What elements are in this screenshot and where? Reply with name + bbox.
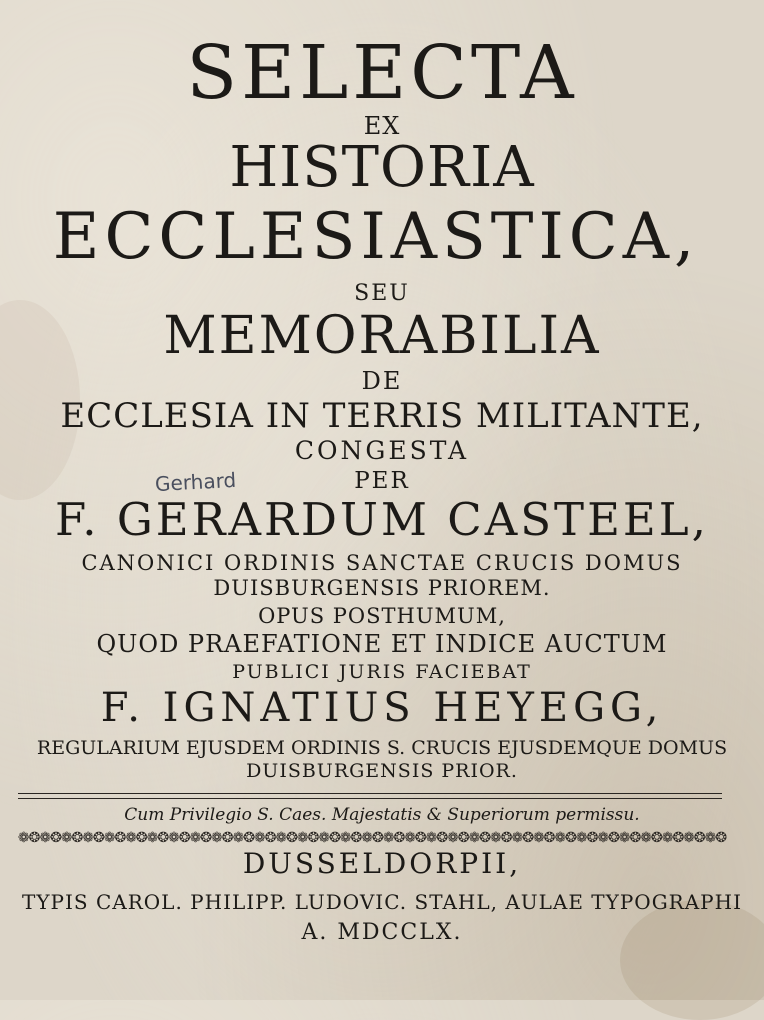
publici-line: PUBLICI JURIS FACIEBAT — [232, 661, 532, 683]
title-line-historia: HISTORIA — [229, 135, 535, 200]
title-line-ecclesiastica: ECCLESIASTICA, — [52, 200, 700, 274]
ornament-border: ❁❂❁❂❁❂❁❂❁❂❁❂❁❂❁❂❁❂❁❂❁❂❁❂❁❂❁❂❁❂❁❂❁❂❁❂❁❂❁❂❁❂❁❂❁❂❁❂❁❂❁❂❁❂❁❂❁❂❁❂❁❂❁❂❁❂ — [17, 830, 727, 846]
title-line-selecta: SELECTA — [186, 30, 578, 116]
editor-name: F. IGNATIUS HEYEGG, — [100, 685, 664, 731]
praefatione-line: QUOD PRAEFATIONE ET INDICE AUCTUM — [96, 630, 668, 658]
title-line-per: PER — [354, 468, 410, 494]
imprint-printer: TYPIS CAROL. PHILIPP. LUDOVIC. STAHL, AULAE TYPOGRAPHI — [22, 890, 742, 914]
double-rule-divider — [18, 793, 722, 799]
title-line-seu: SEU — [354, 281, 410, 306]
paper-stain — [620, 900, 764, 1020]
editor-title-line2: DUISBURGENSIS PRIOR. — [246, 760, 518, 782]
title-line-de: DE — [361, 367, 403, 395]
imprint-place: DUSSELDORPII, — [242, 847, 522, 880]
handwritten-annotation: Gerhard — [154, 467, 237, 497]
privilege-line: Cum Privilegio S. Caes. Majestatis & Superiorum permissu. — [124, 805, 640, 825]
editor-title-line1: REGULARIUM EJUSDEM ORDINIS S. CRUCIS EJUSDEMQUE DOMUS — [36, 737, 728, 759]
title-line-memorabilia: MEMORABILIA — [163, 306, 601, 366]
author-title-line2: DUISBURGENSIS PRIOREM. — [213, 576, 551, 600]
title-line-ex: EX — [363, 112, 401, 140]
author-title-line1: CANONICI ORDINIS SANCTAE CRUCIS DOMUS — [81, 551, 683, 575]
author-name: F. GERARDUM CASTEEL, — [55, 493, 709, 546]
title-line-congesta: CONGESTA — [294, 436, 470, 465]
title-line-ecclesia: ECCLESIA IN TERRIS MILITANTE, — [60, 396, 704, 436]
opus-line: OPUS POSTHUMUM, — [258, 604, 506, 628]
imprint-year: A. MDCCLX. — [301, 920, 463, 945]
